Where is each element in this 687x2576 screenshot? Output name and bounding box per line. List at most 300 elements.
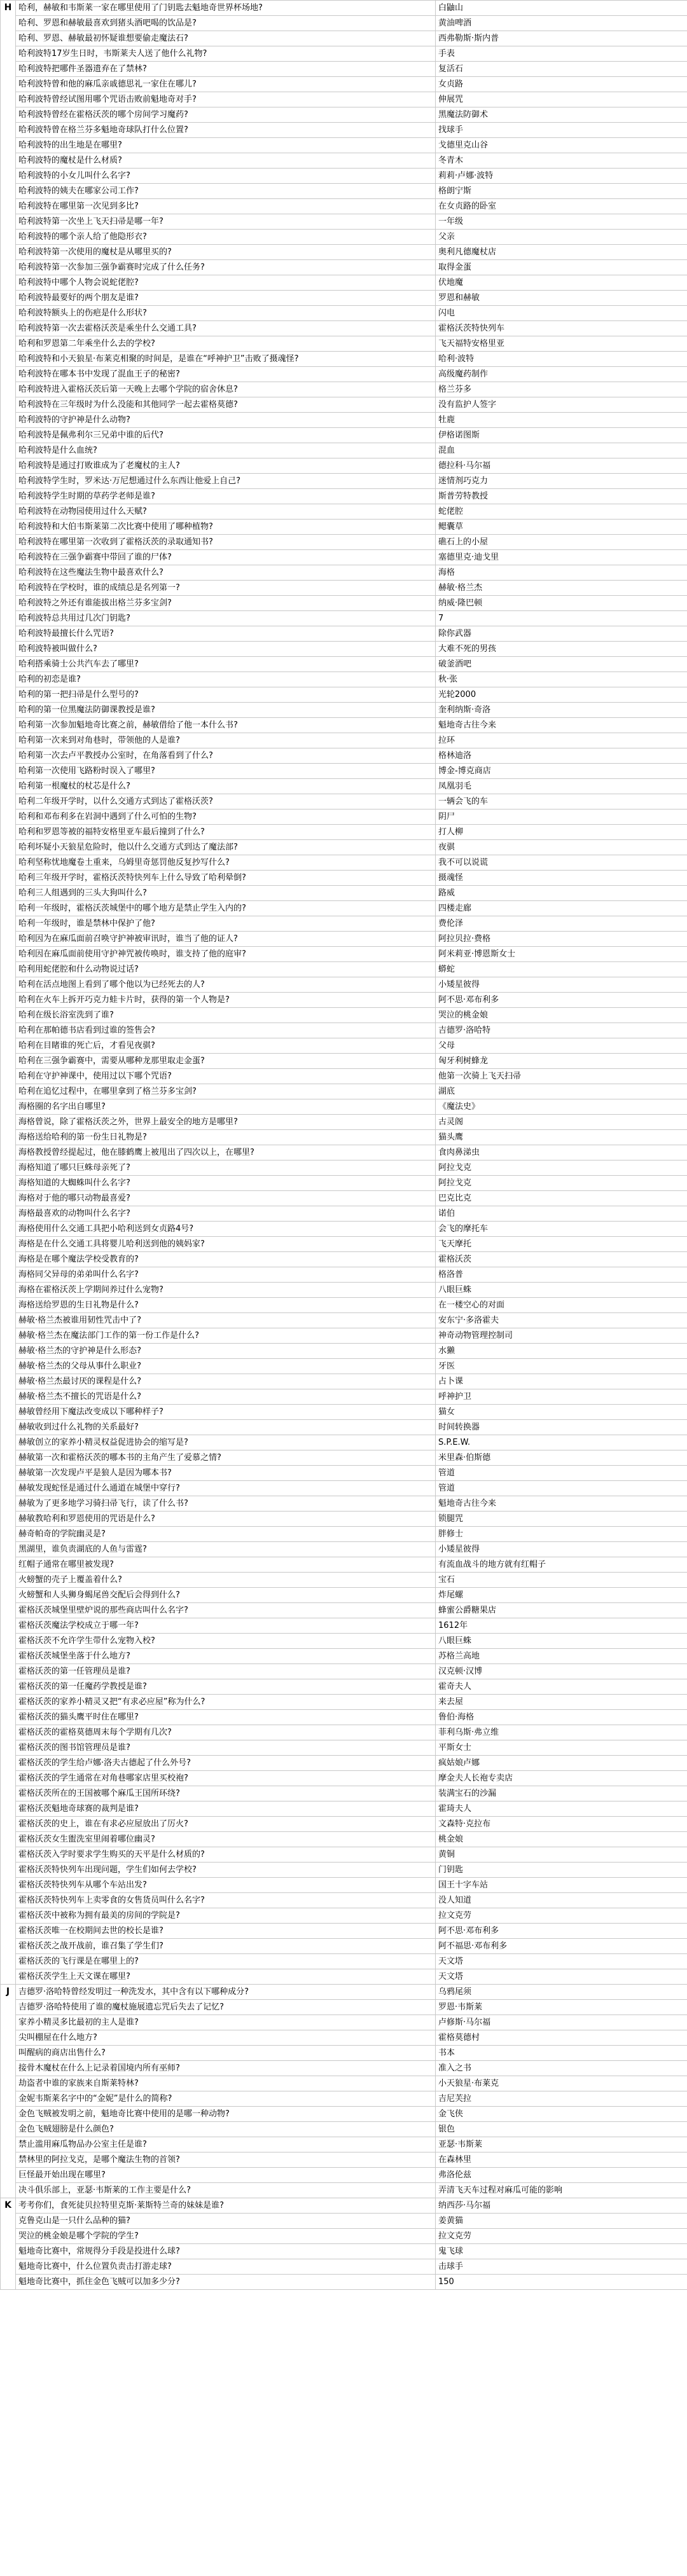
- table-row: [1, 825, 687, 840]
- question-cell: 黑湖里，谁负责湖底的人鱼与雷霆?: [16, 1542, 436, 1557]
- table-row: [1, 2229, 687, 2244]
- answer-cell: 150: [436, 2275, 687, 2290]
- table-row: [1, 1237, 687, 1252]
- answer-cell: 阿拉贝拉·费格: [436, 932, 687, 947]
- answer-cell: 黄铜: [436, 1847, 687, 1863]
- table-row: [1, 458, 687, 474]
- answer-cell: 亚瑟·韦斯莱: [436, 2137, 687, 2152]
- table-row: [1, 1328, 687, 1344]
- answer-cell: 会飞的摩托车: [436, 1222, 687, 1237]
- table-row: [1, 1450, 687, 1466]
- question-cell: 哈利一年级时，霍格沃茨城堡中的哪个地方是禁止学生入内的?: [16, 901, 436, 916]
- answer-cell: 纳西莎·马尔福: [436, 2198, 687, 2214]
- table-row: [1, 932, 687, 947]
- question-cell: 哈利波特中哪个人物会说蛇佬腔?: [16, 275, 436, 291]
- table-row: [1, 886, 687, 901]
- answer-cell: 路威: [436, 886, 687, 901]
- answer-cell: 弄清飞天车过程对麻瓜可能的影响: [436, 2183, 687, 2198]
- answer-cell: 我不可以说谎: [436, 855, 687, 871]
- answer-cell: 魁地奇古往今来: [436, 718, 687, 733]
- question-cell: 赫敏收到过什么礼物的关系最好?: [16, 1420, 436, 1435]
- table-row: [1, 1908, 687, 1924]
- table-row: [1, 1557, 687, 1573]
- table-row: [1, 1771, 687, 1786]
- answer-cell: 奎利纳斯·奇洛: [436, 703, 687, 718]
- question-cell: 赫敏第一次发现卢平是狼人是因为哪本书?: [16, 1466, 436, 1481]
- table-row: [1, 275, 687, 291]
- answer-cell: 文森特·克拉布: [436, 1817, 687, 1832]
- question-cell: 哈利在活点地图上看到了哪个他以为已经死去的人?: [16, 977, 436, 993]
- answer-cell: 他第一次骑上飞天扫帚: [436, 1069, 687, 1084]
- question-cell: 金色飞贼被发明之前，魁地奇比赛中使用的是哪一种动物?: [16, 2107, 436, 2122]
- answer-cell: 匈牙利树蜂龙: [436, 1054, 687, 1069]
- table-row: [1, 1252, 687, 1267]
- table-row: [1, 733, 687, 748]
- answer-cell: 阿不思·邓布利多: [436, 1924, 687, 1939]
- answer-cell: 海格: [436, 565, 687, 581]
- table-row: [1, 321, 687, 336]
- question-cell: 红帽子通常在哪里被发现?: [16, 1557, 436, 1573]
- table-row: [1, 397, 687, 413]
- table-row: [1, 947, 687, 962]
- table-row: [1, 1649, 687, 1664]
- question-cell: 尖叫棚屋在什么地方?: [16, 2030, 436, 2046]
- answer-cell: 桃金娘: [436, 1832, 687, 1847]
- answer-cell: 装满宝石的沙漏: [436, 1786, 687, 1801]
- answer-cell: 光轮2000: [436, 687, 687, 703]
- question-cell: 哈利在追忆过程中，在哪里拿到了格兰芬多宝剑?: [16, 1084, 436, 1099]
- table-row: [1, 2030, 687, 2046]
- question-cell: 哈利波特在哪里第一次收到了霍格沃茨的录取通知书?: [16, 535, 436, 550]
- question-cell: 哈利在三强争霸赛中，需要从哪种龙那里取走金蛋?: [16, 1054, 436, 1069]
- table-row: [1, 1222, 687, 1237]
- question-cell: 哈利第一次使用飞路粉时误入了哪里?: [16, 764, 436, 779]
- table-row: [1, 245, 687, 260]
- question-cell: 哈利，赫敏和韦斯莱一家在哪里使用了门钥匙去魁地奇世界杯场地?: [16, 1, 436, 16]
- table-row: [1, 794, 687, 809]
- table-row: [1, 428, 687, 443]
- answer-cell: 纳威·隆巴顿: [436, 596, 687, 611]
- answer-cell: 阴尸: [436, 809, 687, 825]
- table-row: [1, 871, 687, 886]
- table-row: [1, 703, 687, 718]
- question-cell: 赫敏·格兰杰被谁用韧性咒击中了?: [16, 1313, 436, 1328]
- table-row: [1, 1313, 687, 1328]
- table-row: [1, 1786, 687, 1801]
- question-cell: 霍格沃茨的家养小精灵又把“有求必应屋”称为什么?: [16, 1695, 436, 1710]
- table-row: [1, 672, 687, 687]
- question-cell: 哈利因为在麻瓜面前召唤守护神被审讯时，谁当了他的证人?: [16, 932, 436, 947]
- table-row: [1, 977, 687, 993]
- table-row: [1, 1618, 687, 1634]
- section-letter: [1, 1, 16, 1985]
- answer-cell: 除你武器: [436, 626, 687, 642]
- question-cell: 哈利波特的小女儿叫什么名字?: [16, 169, 436, 184]
- question-cell: 哈利的第一位黑魔法防御课教授是谁?: [16, 703, 436, 718]
- answer-cell: 天文塔: [436, 1954, 687, 1969]
- answer-cell: 黑魔法防御术: [436, 107, 687, 123]
- table-row: [1, 1954, 687, 1969]
- answer-cell: 秋·张: [436, 672, 687, 687]
- answer-cell: 魁地奇古往今来: [436, 1496, 687, 1512]
- question-cell: 霍格沃茨的飞行课是在哪里上的?: [16, 1954, 436, 1969]
- answer-cell: 一辆会飞的车: [436, 794, 687, 809]
- question-cell: 哈利和罗恩等被的福特安格里亚车最后撞到了什么?: [16, 825, 436, 840]
- answer-cell: 呼神护卫: [436, 1389, 687, 1405]
- table-row: [1, 382, 687, 397]
- table-row: [1, 1801, 687, 1817]
- question-cell: 哈利在目睹谁的死亡后，才看见夜骐?: [16, 1038, 436, 1054]
- answer-cell: 格林迪洛: [436, 748, 687, 764]
- question-cell: 哈利因在麻瓜面前使用守护神咒被传唤时，谁支持了他的庭审?: [16, 947, 436, 962]
- question-cell: 禁林里的阿拉戈克，是哪个魔法生物的首领?: [16, 2152, 436, 2168]
- table-row: [1, 1359, 687, 1374]
- table-row: [1, 2137, 687, 2152]
- answer-cell: 塞德里克·迪戈里: [436, 550, 687, 565]
- question-cell: 劫盗者中谁的家族来自斯莱特林?: [16, 2076, 436, 2091]
- answer-cell: 古灵阁: [436, 1115, 687, 1130]
- answer-cell: 蟒蛇: [436, 962, 687, 977]
- table-row: [1, 504, 687, 520]
- question-cell: 哈利第一根魔杖的杖芯是什么?: [16, 779, 436, 794]
- table-row: [1, 199, 687, 214]
- question-cell: 哈利在火车上拆开巧克力蛙卡片时，获得的第一个人物是?: [16, 993, 436, 1008]
- answer-cell: 在森林里: [436, 2152, 687, 2168]
- table-row: [1, 1603, 687, 1618]
- question-cell: 禁止滥用麻瓜物品办公室主任是谁?: [16, 2137, 436, 2152]
- answer-cell: 拉环: [436, 733, 687, 748]
- table-row: [1, 1374, 687, 1389]
- table-row: [1, 2198, 687, 2214]
- answer-cell: 食肉鼻涕虫: [436, 1145, 687, 1161]
- answer-cell: 没人知道: [436, 1893, 687, 1908]
- question-cell: 哈利波特在哪本书中发现了混血王子的秘密?: [16, 367, 436, 382]
- question-cell: 哈利波特在哪里第一次见到多比?: [16, 199, 436, 214]
- answer-cell: 小矮星彼得: [436, 1542, 687, 1557]
- question-cell: 哈利在守护神课中，使用过以下哪个咒语?: [16, 1069, 436, 1084]
- table-row: [1, 92, 687, 107]
- answer-cell: 银色: [436, 2122, 687, 2137]
- table-row: [1, 2046, 687, 2061]
- answer-cell: 找球手: [436, 123, 687, 138]
- table-row: [1, 1176, 687, 1191]
- question-cell: 哈利波特第一次参加三强争霸赛时完成了什么任务?: [16, 260, 436, 275]
- table-row: [1, 2214, 687, 2229]
- answer-cell: 牙医: [436, 1359, 687, 1374]
- question-cell: 哈利和邓布利多在岩洞中遇到了什么可怕的生物?: [16, 809, 436, 825]
- table-row: [1, 1969, 687, 1985]
- answer-cell: 手表: [436, 46, 687, 62]
- answer-cell: 八眼巨蛛: [436, 1283, 687, 1298]
- answer-cell: 西弗勒斯·斯内普: [436, 31, 687, 46]
- question-cell: 霍格沃茨学生上天文课在哪里?: [16, 1969, 436, 1985]
- answer-cell: 混血: [436, 443, 687, 458]
- question-cell: 霍格沃茨魁地奇球赛的裁判是谁?: [16, 1801, 436, 1817]
- table-row: [1, 657, 687, 672]
- question-cell: 魁地奇比赛中，常规得分手段是投进什么球?: [16, 2244, 436, 2259]
- answer-cell: 阿不福思·邓布利多: [436, 1939, 687, 1954]
- table-row: [1, 1283, 687, 1298]
- answer-cell: 斯普劳特教授: [436, 489, 687, 504]
- table-row: [1, 214, 687, 230]
- table-row: [1, 2000, 687, 2015]
- table-row: [1, 1542, 687, 1557]
- table-row: [1, 1389, 687, 1405]
- table-row: [1, 840, 687, 855]
- question-cell: 赫敏创立的家养小精灵权益促进协会的缩写是?: [16, 1435, 436, 1450]
- answer-cell: 汉克顿·汉博: [436, 1664, 687, 1679]
- question-cell: 海格同父异母的弟弟叫什么名字?: [16, 1267, 436, 1283]
- answer-cell: 锁腿咒: [436, 1512, 687, 1527]
- question-cell: 哈利波特曾经在霍格沃茨的哪个房间学习魔药?: [16, 107, 436, 123]
- answer-cell: 疯姑娘卢娜: [436, 1756, 687, 1771]
- question-cell: 哈利用蛇佬腔和什么动物说过话?: [16, 962, 436, 977]
- answer-cell: 卢修斯·马尔福: [436, 2015, 687, 2030]
- answer-cell: 《魔法史》: [436, 1099, 687, 1115]
- table-row: [1, 413, 687, 428]
- question-cell: 哈利、罗恩、赫敏最初怀疑谁想要偷走魔法石?: [16, 31, 436, 46]
- question-cell: 赫敏为了更多地学习骑扫帚飞行，读了什么书?: [16, 1496, 436, 1512]
- answer-cell: 伊格诺图斯: [436, 428, 687, 443]
- table-row: [1, 77, 687, 92]
- question-cell: 赫敏·格兰杰在魔法部门工作的第一份工作是什么?: [16, 1328, 436, 1344]
- question-cell: 哈利三年级开学时，霍格沃茨特快列车上什么导致了哈利晕倒?: [16, 871, 436, 886]
- question-cell: 赫敏·格兰杰的父母从事什么职业?: [16, 1359, 436, 1374]
- answer-cell: 格朗宁斯: [436, 184, 687, 199]
- table-row: [1, 565, 687, 581]
- question-cell: 哈利波特总共用过几次门钥匙?: [16, 611, 436, 626]
- table-row: [1, 2244, 687, 2259]
- answer-cell: 吉德罗·洛哈特: [436, 1023, 687, 1038]
- table-row: [1, 1405, 687, 1420]
- answer-cell: 赫敏·格兰杰: [436, 581, 687, 596]
- table-row: [1, 1985, 687, 2000]
- table-row: [1, 1069, 687, 1084]
- answer-cell: 鳃囊草: [436, 520, 687, 535]
- answer-cell: 莉莉·卢娜·波特: [436, 169, 687, 184]
- question-cell: 哈利波特是佩弗利尔三兄弟中谁的后代?: [16, 428, 436, 443]
- question-cell: 金色飞贼翅膀是什么颜色?: [16, 2122, 436, 2137]
- table-row: [1, 31, 687, 46]
- question-cell: 哈利和罗恩第二年乘坐什么去的学校?: [16, 336, 436, 352]
- answer-cell: 胖修士: [436, 1527, 687, 1542]
- question-cell: 海格最喜欢的动物叫什么名字?: [16, 1206, 436, 1222]
- table-row: [1, 2061, 687, 2076]
- question-cell: 克鲁克山是一只什么品种的猫?: [16, 2214, 436, 2229]
- question-cell: 海格使用什么交通工具把小哈利送到女贞路4号?: [16, 1222, 436, 1237]
- table-row: [1, 1344, 687, 1359]
- question-cell: 赫敏·格兰杰最讨厌的课程是什么?: [16, 1374, 436, 1389]
- question-cell: 海格在霍格沃茨上学期间养过什么宠物?: [16, 1283, 436, 1298]
- answer-cell: 四楼走廊: [436, 901, 687, 916]
- answer-cell: S.P.E.W.: [436, 1435, 687, 1450]
- question-cell: 霍格沃茨的第一任魔药学教授是谁?: [16, 1679, 436, 1695]
- question-cell: 哈利第一次参加魁地奇比赛之前，赫敏借给了他一本什么书?: [16, 718, 436, 733]
- question-cell: 海格对于他的哪只动物最喜爱?: [16, 1191, 436, 1206]
- answer-cell: 八眼巨蛛: [436, 1634, 687, 1649]
- table-row: [1, 153, 687, 169]
- question-cell: 哈利波特在三强争霸赛中带回了谁的尸体?: [16, 550, 436, 565]
- answer-cell: 罗恩·韦斯莱: [436, 2000, 687, 2015]
- answer-cell: 时间转换器: [436, 1420, 687, 1435]
- question-cell: 赫敏·格兰杰的守护神是什么形态?: [16, 1344, 436, 1359]
- answer-cell: 白鼬山: [436, 1, 687, 16]
- table-row: [1, 1817, 687, 1832]
- answer-cell: 伏地魔: [436, 275, 687, 291]
- table-row: [1, 809, 687, 825]
- table-row: [1, 1893, 687, 1908]
- table-row: [1, 1084, 687, 1099]
- table-row: [1, 1054, 687, 1069]
- question-cell: 哈利波特在动物园使用过什么天赋?: [16, 504, 436, 520]
- answer-cell: 小矮星彼得: [436, 977, 687, 993]
- question-cell: 哈利波特额头上的伤疤是什么形状?: [16, 306, 436, 321]
- qa-table-body: [1, 1, 687, 2290]
- answer-cell: 书本: [436, 2046, 687, 2061]
- question-cell: 霍格沃茨的学生通常在对角巷哪家店里买校袍?: [16, 1771, 436, 1786]
- answer-cell: 复活石: [436, 62, 687, 77]
- answer-cell: 博金-博克商店: [436, 764, 687, 779]
- answer-cell: 击球手: [436, 2259, 687, 2275]
- question-cell: 海格送给哈利的第一份生日礼物是?: [16, 1130, 436, 1145]
- answer-cell: 蛇佬腔: [436, 504, 687, 520]
- table-row: [1, 2183, 687, 2198]
- table-row: [1, 764, 687, 779]
- answer-cell: 占卜课: [436, 1374, 687, 1389]
- question-cell: 霍格沃茨的史上，谁在有求必应屋放出了厉火?: [16, 1817, 436, 1832]
- table-row: [1, 1527, 687, 1542]
- question-cell: 海格圈的名字出自哪里?: [16, 1099, 436, 1115]
- question-cell: 哈利波特17岁生日时，韦斯莱夫人送了他什么礼物?: [16, 46, 436, 62]
- table-row: [1, 1298, 687, 1313]
- table-row: [1, 1664, 687, 1679]
- table-row: [1, 1496, 687, 1512]
- table-row: [1, 855, 687, 871]
- answer-cell: 大难不死的男孩: [436, 642, 687, 657]
- question-cell: 哈利在级长浴室洗到了谁?: [16, 1008, 436, 1023]
- question-cell: 哈利波特被叫做什么?: [16, 642, 436, 657]
- table-row: [1, 1634, 687, 1649]
- question-cell: 哈利波特的哪个亲人给了他隐形衣?: [16, 230, 436, 245]
- answer-cell: 猫女: [436, 1405, 687, 1420]
- answer-cell: 乌鸦尾须: [436, 1985, 687, 2000]
- question-cell: 海格是在哪个魔法学校受教育的?: [16, 1252, 436, 1267]
- answer-cell: 阿不思·邓布利多: [436, 993, 687, 1008]
- question-cell: 哈利波特的出生地是在哪里?: [16, 138, 436, 153]
- table-row: [1, 718, 687, 733]
- answer-cell: 黄油啤酒: [436, 16, 687, 31]
- section-letter: [1, 1985, 16, 2198]
- answer-cell: 霍格沃茨特快列车: [436, 321, 687, 336]
- table-row: [1, 306, 687, 321]
- table-row: [1, 123, 687, 138]
- table-row: [1, 2259, 687, 2275]
- answer-cell: 父母: [436, 1038, 687, 1054]
- answer-cell: 神奇动物管理控制司: [436, 1328, 687, 1344]
- answer-cell: 冬青木: [436, 153, 687, 169]
- question-cell: 霍格沃茨不允许学生带什么宠物入校?: [16, 1634, 436, 1649]
- answer-cell: 弗洛伦兹: [436, 2168, 687, 2183]
- question-cell: 魁地奇比赛中，什么位置负责击打游走球?: [16, 2259, 436, 2275]
- answer-cell: 小天狼星·布莱克: [436, 2076, 687, 2091]
- table-row: [1, 1466, 687, 1481]
- answer-cell: 姜黄猫: [436, 2214, 687, 2229]
- answer-cell: 女贞路: [436, 77, 687, 92]
- question-cell: 魁地奇比赛中，抓住金色飞贼可以加多少分?: [16, 2275, 436, 2290]
- question-cell: 哈利波特曾经试图用哪个咒语击败前魁地奇对手?: [16, 92, 436, 107]
- question-cell: 哈利波特和小天狼星·布莱克相聚的时间是，是谁在“呼神护卫”击败了摄魂怪?: [16, 352, 436, 367]
- question-cell: 哈利一年级时，谁是禁林中保护了他?: [16, 916, 436, 932]
- table-row: [1, 260, 687, 275]
- question-cell: 吉德罗·洛哈特曾经发明过一种洗发水，其中含有以下哪种成分?: [16, 1985, 436, 2000]
- answer-cell: 鬼飞球: [436, 2244, 687, 2259]
- question-cell: 霍格沃茨女生盥洗室里闹着哪位幽灵?: [16, 1832, 436, 1847]
- question-cell: 哈利二年级开学时，以什么交通方式到达了霍格沃茨?: [16, 794, 436, 809]
- question-cell: 霍格沃茨城堡坐落于什么地方?: [16, 1649, 436, 1664]
- answer-cell: 摄魂怪: [436, 871, 687, 886]
- answer-cell: 德拉科·马尔福: [436, 458, 687, 474]
- table-row: [1, 916, 687, 932]
- answer-cell: 猫头鹰: [436, 1130, 687, 1145]
- answer-cell: 凤凰羽毛: [436, 779, 687, 794]
- question-cell: 哈利在那帕德书店看到过谁的签售会?: [16, 1023, 436, 1038]
- answer-cell: 迷情剂巧克力: [436, 474, 687, 489]
- question-cell: 哈利波特在学校时，谁的成绩总是名列第一?: [16, 581, 436, 596]
- answer-cell: 戈德里克山谷: [436, 138, 687, 153]
- question-cell: 海格知道的大蜘蛛叫什么名字?: [16, 1176, 436, 1191]
- table-row: [1, 336, 687, 352]
- question-cell: 霍格沃茨的霍格莫德周末每个学期有几次?: [16, 1725, 436, 1740]
- answer-cell: 苏格兰高地: [436, 1649, 687, 1664]
- question-cell: 哈利波特进入霍格沃茨后第一天晚上去哪个学院的宿舍休息?: [16, 382, 436, 397]
- answer-cell: 湖底: [436, 1084, 687, 1099]
- answer-cell: 诺伯: [436, 1206, 687, 1222]
- answer-cell: 宝石: [436, 1573, 687, 1588]
- answer-cell: 7: [436, 611, 687, 626]
- table-row: [1, 1038, 687, 1054]
- answer-cell: 来去屋: [436, 1695, 687, 1710]
- table-row: [1, 626, 687, 642]
- question-cell: 哈利波特之外还有谁能拔出格兰芬多宝剑?: [16, 596, 436, 611]
- answer-cell: 在女贞路的卧室: [436, 199, 687, 214]
- table-row: [1, 230, 687, 245]
- table-row: [1, 535, 687, 550]
- answer-cell: 拉文克劳: [436, 1908, 687, 1924]
- table-row: [1, 1115, 687, 1130]
- question-cell: 霍格沃茨的第一任管理员是谁?: [16, 1664, 436, 1679]
- question-cell: 哈利波特是什么血统?: [16, 443, 436, 458]
- table-row: [1, 1710, 687, 1725]
- answer-cell: 父亲: [436, 230, 687, 245]
- table-row: [1, 1206, 687, 1222]
- table-row: [1, 489, 687, 504]
- section-letter-label: H: [4, 3, 12, 13]
- question-cell: 哈利波特和大伯韦斯莱第二次比赛中使用了哪种植物?: [16, 520, 436, 535]
- answer-cell: 高级魔药制作: [436, 367, 687, 382]
- answer-cell: 炸尾螺: [436, 1588, 687, 1603]
- table-row: [1, 1832, 687, 1847]
- question-cell: 哈利波特最擅长什么咒语?: [16, 626, 436, 642]
- table-row: [1, 2168, 687, 2183]
- question-cell: 哈利第一次去卢平教授办公室时，在角落看到了什么?: [16, 748, 436, 764]
- answer-cell: 哈利·波特: [436, 352, 687, 367]
- question-cell: 考考你们，食死徒贝拉特里克斯·莱斯特兰奇的妹妹是谁?: [16, 2198, 436, 2214]
- answer-cell: 阿拉戈克: [436, 1176, 687, 1191]
- table-row: [1, 993, 687, 1008]
- question-cell: 霍格沃茨特快列车从哪个车站出发?: [16, 1878, 436, 1893]
- table-row: [1, 520, 687, 535]
- table-row: [1, 901, 687, 916]
